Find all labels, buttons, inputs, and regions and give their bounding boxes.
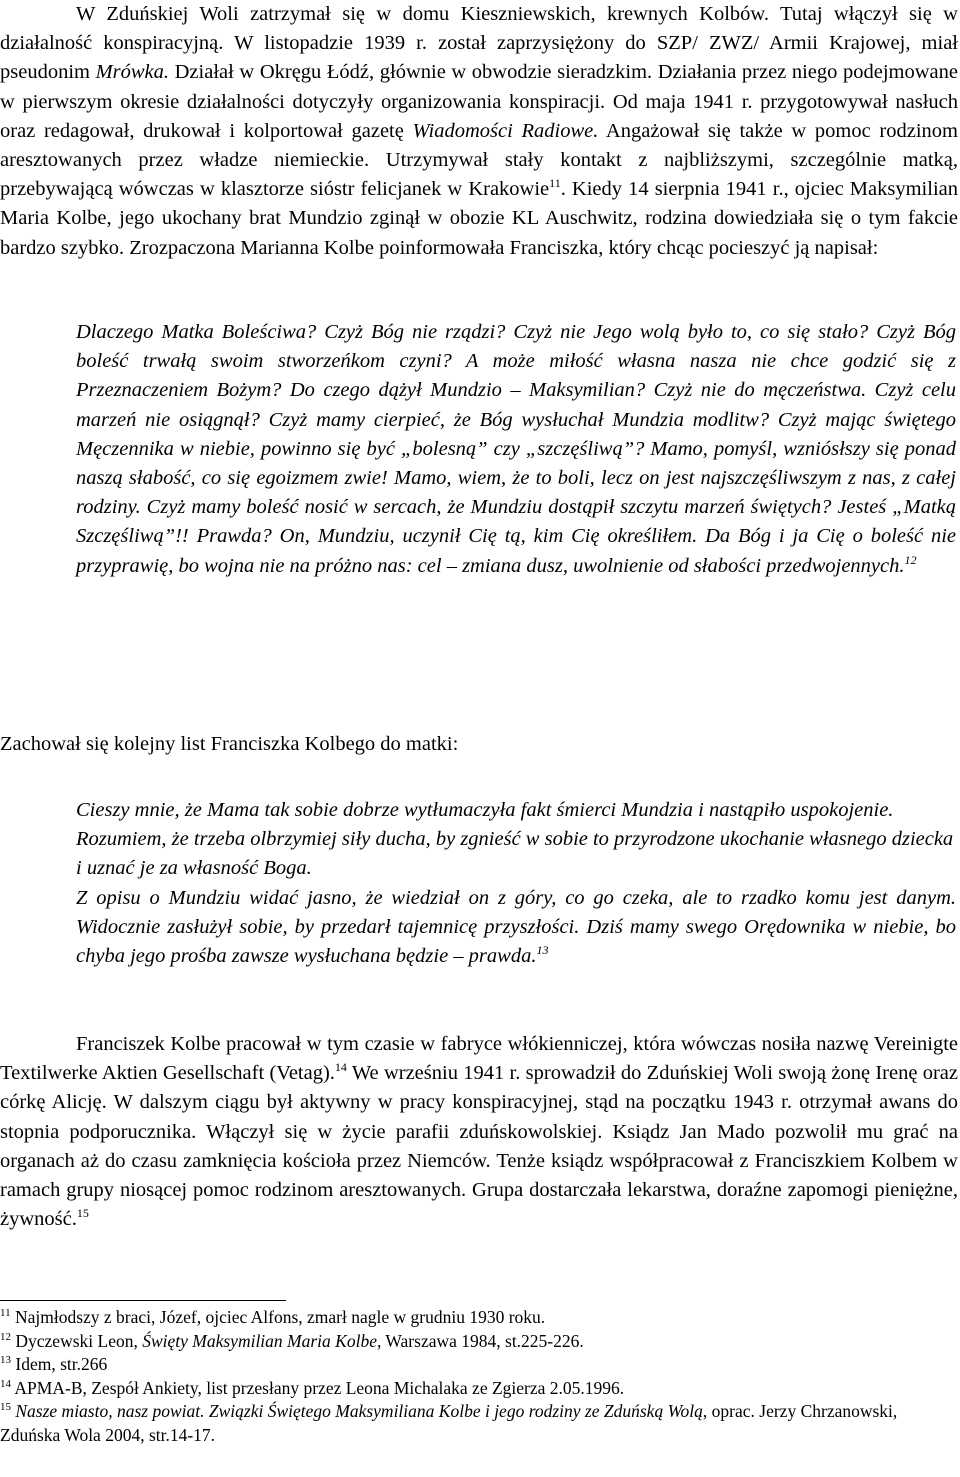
footnote-14 [0, 1377, 958, 1401]
paragraph-text: Zachował się kolejny list Franciszka Kolbego do matki: [0, 733, 459, 755]
letter-quote-1 [76, 318, 956, 581]
footnote-text: Najmłodszy z braci, Józef, ojciec Alfons, zmarł nagle w grudniu 1930 roku. [14, 1307, 546, 1327]
pseudonym-text: Mrówka. [95, 61, 170, 84]
footnote-number: 13 [0, 1354, 11, 1367]
footnote-text: , Warszawa 1984, st.225-226. [376, 1330, 584, 1351]
footnote-book-title: Święty Maksymilian Maria Kolbe [142, 1330, 377, 1351]
paragraph-text: We wrześniu 1941 r. sprowadził do Zduńskiej Woli swoją żonę Irenę oraz córkę Alicję. W dalszym ciągu był aktywny w pracy konspiracyjnej, stąd na początku 1943 r. otrzymał awans do stopnia podporucznika. Włączył się w życie parafii zduńskowolskiej. Ksiądz Jan Mado pozwolił mu grać na organach aż do czasu zamknięcia kościoła przez Niemców. Tenże ksiądz współpracował z Franciszkiem Kolbem w ramach grupy niosącej pomoc rodzinom aresztowanych. Grupa dostarczała lekarstwa, doraźne zapomogi pieniężne, żywność. [0, 1062, 958, 1231]
footnote-number: 15 [0, 1401, 11, 1414]
footnote-text: APMA-B, Zespół Ankiety, list przesłany przez Leona Michalaka ze Zgierza 2.05.1996. [14, 1377, 625, 1398]
footnote-ref-13[interactable]: 13 [536, 943, 549, 958]
gazette-title: Wiadomości Radiowe. [412, 119, 599, 142]
footnote-number: 11 [0, 1307, 11, 1319]
paragraph-text: Działał w Okręgu Łódź, głównie w obwodzie sieradzkim. Działania przez niego podejmowane w pierwszym okresie działalności dotyczyły organizowania konspiracji. Od maja 1941 r. przygotowywał nasłuch oraz redagował, drukował i kolportował gazetę [0, 61, 959, 142]
footnote-ref-15[interactable]: 15 [76, 1206, 89, 1221]
letter-quote-2a [76, 796, 956, 884]
footnote-number: 14 [0, 1377, 11, 1390]
footnote-ref-14[interactable]: 14 [334, 1060, 347, 1075]
paragraph-vetag [0, 1030, 958, 1234]
footnote-book-title: Nasze miasto, nasz powiat. Związki Świętego Maksymiliana Kolbe i jego rodziny ze Zduńską Wolą [15, 1401, 703, 1422]
footnotes [0, 1306, 958, 1448]
quote-text: Z opisu o Mundziu widać jasno, że wiedział on z góry, co go czeka, ale to rzadko komu jest danym. Widocznie zasłużył sobie, by przedarł tajemnicę przyszłości. Dziś mamy swego Orędownika w niebie, bo chyba jego prośba zawsze wysłuchana będzie – prawda. [76, 887, 956, 968]
quote-text: Dlaczego Matka Boleściwa? Czyż Bóg nie rządzi? Czyż nie Jego wolą było to, co się stało? Czyż Bóg boleść trwałą swoim stworzeńkom czyni? A może miłość własna nasza nie chce godzić się z Przeznaczeniem Bożym? Do czego dążył Mundzio – Maksymilian? Czyż nie do męczeństwa. Czyż celu marzeń nie osiągnął? Czyż mamy cierpieć, że Bóg wysłuchał Mundzia modlitw? Czyż mając świętego Męczennika w niebie, powinno się być „bolesną” czy „szczęśliwą”? Mamo, pomyśl, wzniósłszy się ponad naszą słabość, co się egoizmem zwie! Mamo, wiem, że to boli, lecz on jest najszczęśliwszym z nas, z całej rodziny. Czyż mamy boleść nosić w sercach, że Mundziu dostąpił szczytu marzeń świętych? Jesteś „Matką Szczęśliwą”!! Prawda? On, Mundziu, uczynił Cię tą, kim Cię określiłem. Da Bóg i ja Cię o boleść nie przyprawię, bo wojna nie na próżno nas: cel – zmiana dusz, uwolnienie od słabości przedwojennych. [76, 321, 956, 577]
paragraph-text: Angażował się także w pomoc rodzinom aresztowanych przez władze niemieckie. Utrzymywał stały kontakt z najbliższymi, szczególnie matką, przebywającą wówczas w klasztorze sióstr felicjanek w Krakowie [0, 119, 958, 201]
footnote-text: Idem, str.266 [15, 1354, 108, 1375]
footnote-number: 12 [0, 1330, 11, 1343]
footnote-ref-11[interactable]: 11 [549, 176, 561, 191]
footnote-text: , oprac. Jerzy Chrzanowski, Zduńska Wola 2004, str.14-17. [0, 1401, 898, 1445]
paragraph-text: . Kiedy 14 sierpnia 1941 r., ojciec Maksymilian Maria Kolbe, jego ukochany brat Mundzio zginął w obozie KL Auschwitz, rodzina dowiedziała się o tym fakcie bardzo szybko. Zrozpaczona Marianna Kolbe poinformowała Franciszka, który chcąc pocieszyć ją napisał: [0, 178, 958, 259]
footnote-12 [0, 1330, 958, 1354]
footnote-13 [0, 1353, 958, 1377]
footnote-15 [0, 1400, 958, 1447]
footnote-text: Dyczewski Leon, [15, 1330, 143, 1351]
footnote-11 [0, 1306, 958, 1330]
paragraph-konspiracja [0, 0, 958, 263]
footnote-ref-12[interactable]: 12 [904, 552, 917, 567]
quote-text: Cieszy mnie, że Mama tak sobie dobrze wytłumaczyła fakt śmierci Mundzia i nastąpiło uspokojenie. Rozumiem, że trzeba olbrzymiej siły ducha, by zgnieść w sobie to przyrodzone ukochanie własnego dziecka i uznać je za własność Boga. [76, 799, 954, 880]
letter-quote-2b [76, 884, 956, 972]
paragraph-text: W Zduńskiej Woli zatrzymał się w domu Kieszniewskich, krewnych Kolbów. Tutaj włączył się w działalność konspiracyjną. W listopadzie 1939 r. został zaprzysiężony do SZP/ ZWZ/ Armii Krajowej, miał pseudonim [0, 3, 958, 84]
footnote-divider [0, 1300, 286, 1301]
paragraph-text: Franciszek Kolbe pracował w tym czasie w fabryce włókienniczej, która wówczas nosiła nazwę Vereinigte Textilwerke Aktien Gesellschaft (Vetag). [0, 1033, 958, 1085]
paragraph-kolejny-list [0, 730, 958, 759]
